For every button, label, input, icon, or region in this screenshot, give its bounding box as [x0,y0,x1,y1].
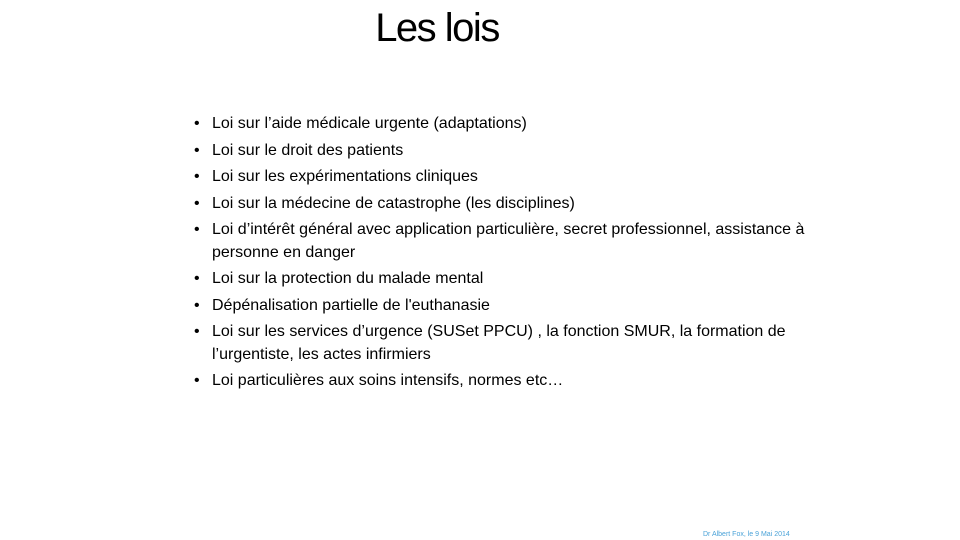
list-item-text: Loi sur le droit des patients [212,141,404,159]
bullet-icon: • [194,221,200,238]
list-item-text: Loi sur la médecine de catastrophe (les disciplines) [212,194,575,212]
list-item [194,193,834,216]
list-item-text: Loi sur la protection du malade mental [212,270,484,287]
bullet-icon: • [194,296,200,314]
bullet-icon: • [194,270,200,287]
list-item [194,140,834,163]
bullet-icon: • [194,168,200,185]
bullet-list [194,113,834,397]
list-item-text: Dépénalisation partielle de l'euthanasie [212,296,490,314]
list-item [194,370,834,393]
list-item-text: Loi sur les services d’urgence (SUSet PPCU) , la fonction SMUR, la formation de l’urgentiste, les actes infirmiers [212,323,786,363]
list-item-text: Loi sur les expérimentations cliniques [212,168,478,185]
list-item-text: Loi sur l’aide médicale urgente (adaptations) [212,115,527,132]
list-item [194,219,834,264]
list-item [194,166,834,189]
list-item [194,295,834,318]
bullet-icon: • [194,141,200,159]
list-item-text: Loi d’intérêt général avec application particulière, secret professionnel, assistance à personne en danger [212,221,805,261]
bullet-icon: • [194,194,200,212]
list-item [194,113,834,136]
list-item [194,268,834,291]
list-item [194,321,834,366]
list-item-text: Loi particulières aux soins intensifs, normes etc… [212,372,564,389]
bullet-icon: • [194,372,200,389]
bullet-icon: • [194,115,200,132]
footer-author-date: Dr Albert Fox, le 9 Mai 2014 [703,531,790,538]
slide-title: Les lois [375,6,499,50]
bullet-icon: • [194,323,200,340]
